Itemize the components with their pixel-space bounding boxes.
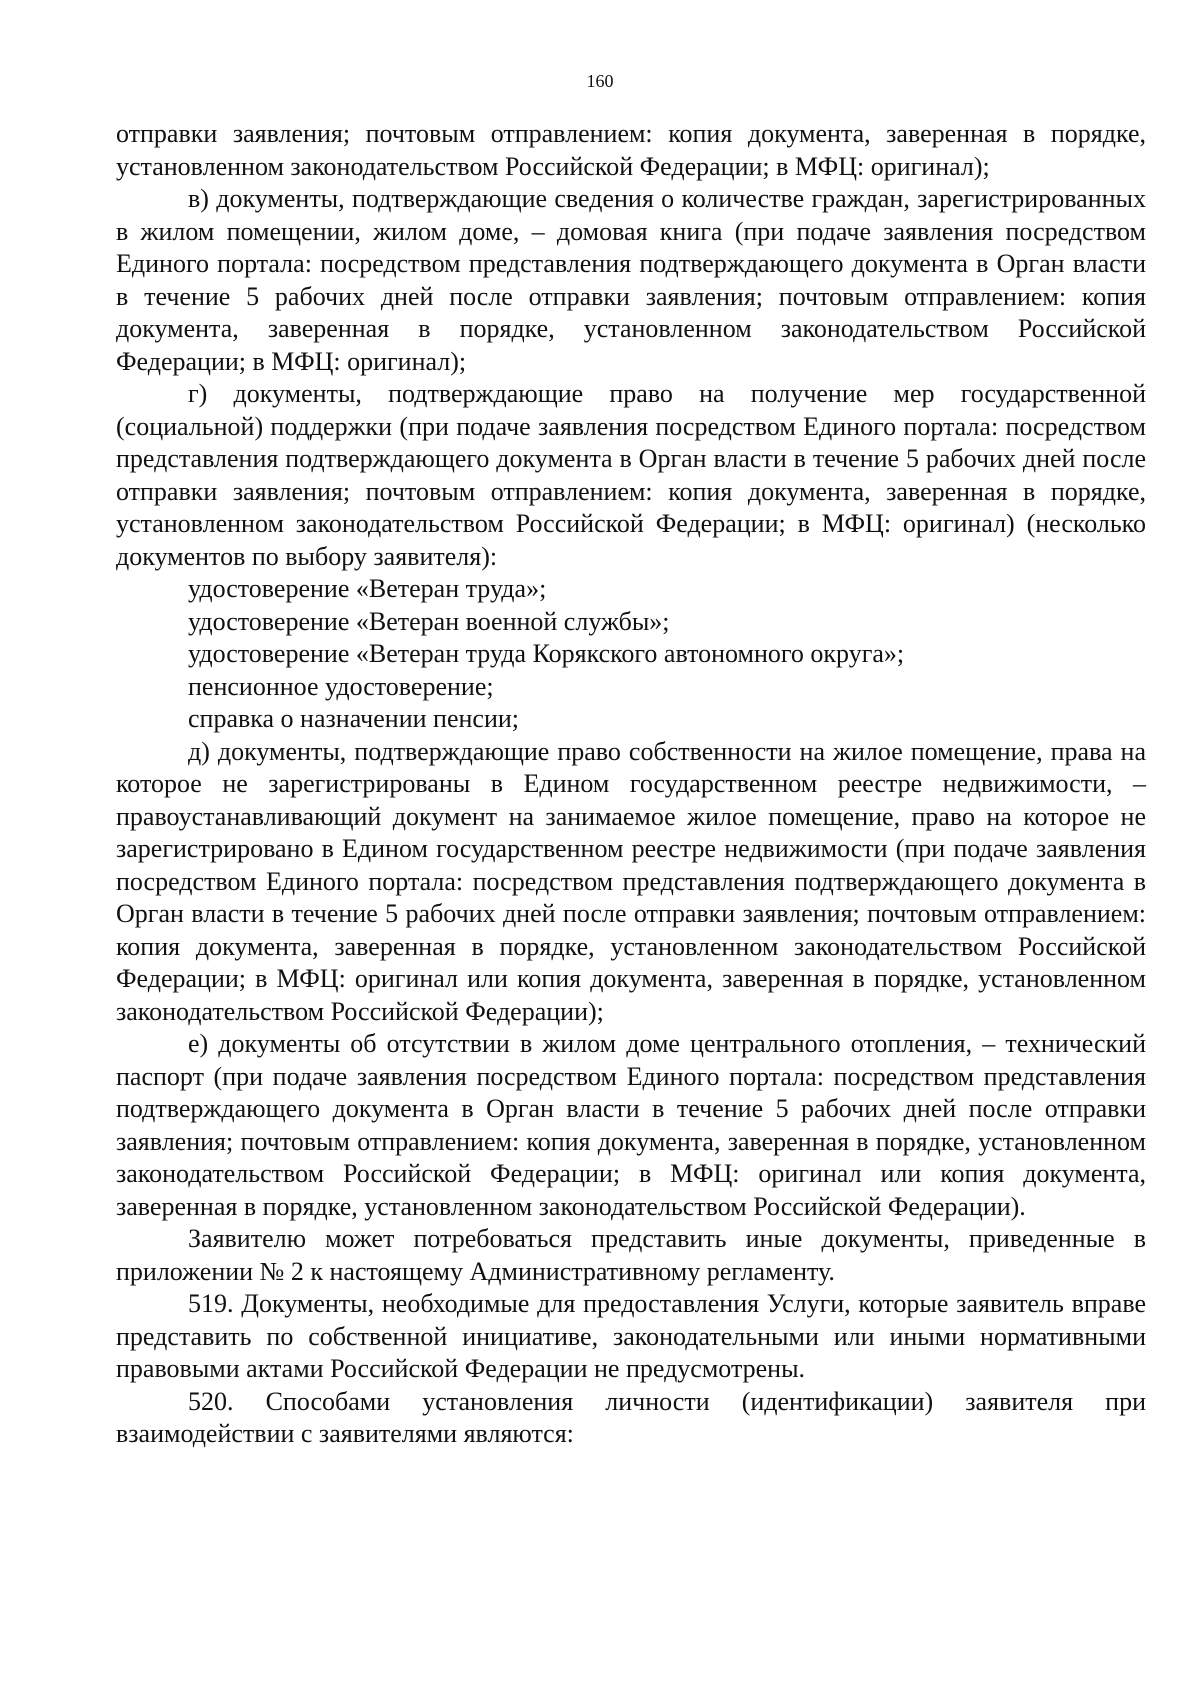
list-item: удостоверение «Ветеран труда»; [188,574,547,603]
list-item: удостоверение «Ветеран военной службы»; [188,606,670,636]
list-item: пенсионное удостоверение; [188,671,494,701]
paragraph-520: 520. Способами установления личности (идентификации) заявителя при взаимодействии с заявителями являются: [116,1386,1146,1448]
list-item: удостоверение «Ветеран труда Корякского автономного округа»; [188,639,905,668]
paragraph-item-v: в) документы, подтверждающие сведения о количестве граждан, зарегистрированных в жилом помещении, жилом доме, – домовая книга (при подаче заявления посредством Единого портала: посредством представления подтверждающего документа в Орган власти в течение 5 рабочих дней после отправки заявления; почтовым отправлением: копия документа, заверенная в порядке, установленном законодательством Российской Федерации; в МФЦ: оригинал); [116,184,1146,376]
paragraph-519: 519. Документы, необходимые для предоставления Услуги, которые заявитель вправе представить по собственной инициативе, законодательными или иными нормативными правовыми актами Российской Федерации не предусмотрены. [116,1289,1146,1383]
paragraph-item-e: е) документы об отсутствии в жилом доме центрального отопления, – технический паспорт (при подаче заявления посредством Единого портала: посредством представления подтверждающего документа в Орган власти в течение 5 рабочих дней после отправки заявления; почтовым отправлением: копия документа, заверенная в порядке, установленном законодательством Российской Федерации; в МФЦ: оригинал или копия документа, заверенная в порядке, установленном законодательством Российской Федерации). [116,1029,1146,1221]
document-body [116,118,1146,1451]
paragraph-continuation: отправки заявления; почтовым отправлением: копия документа, заверенная в порядке, установленном законодательством Российской Федерации; в МФЦ: оригинал); [116,119,1146,181]
paragraph-item-g: г) документы, подтверждающие право на получение мер государственной (социальной) поддержки (при подаче заявления посредством Единого портала: посредством представления подтверждающего документа в Орган власти в течение 5 рабочих дней после отправки заявления; почтовым отправлением: копия документа, заверенная в порядке, установленном законодательством Российской Федерации; в МФЦ: оригинал) (несколько документов по выбору заявителя): [116,379,1146,571]
list-item: справка о назначении пенсии; [188,704,520,733]
paragraph-item-d: д) документы, подтверждающие право собственности на жилое помещение, права на которое не зарегистрированы в Едином государственном реестре недвижимости, – правоустанавливающий документ на занимаемое жилое помещение, право на которое не зарегистрировано в Едином государственном реестре недвижимости (при подаче заявления посредством Единого портала: посредством представления подтверждающего документа в Орган власти в течение 5 рабочих дней после отправки заявления; почтовым отправлением: копия документа, заверенная в порядке, установленном законодательством Российской Федерации; в МФЦ: оригинал или копия документа, заверенная в порядке, установленном законодательством Российской Федерации); [116,736,1146,1026]
page-number: 160 [586,71,614,91]
paragraph-additional-documents: Заявителю может потребоваться представить иные документы, приведенные в приложении № 2 к настоящему Административному регламенту. [116,1224,1146,1286]
